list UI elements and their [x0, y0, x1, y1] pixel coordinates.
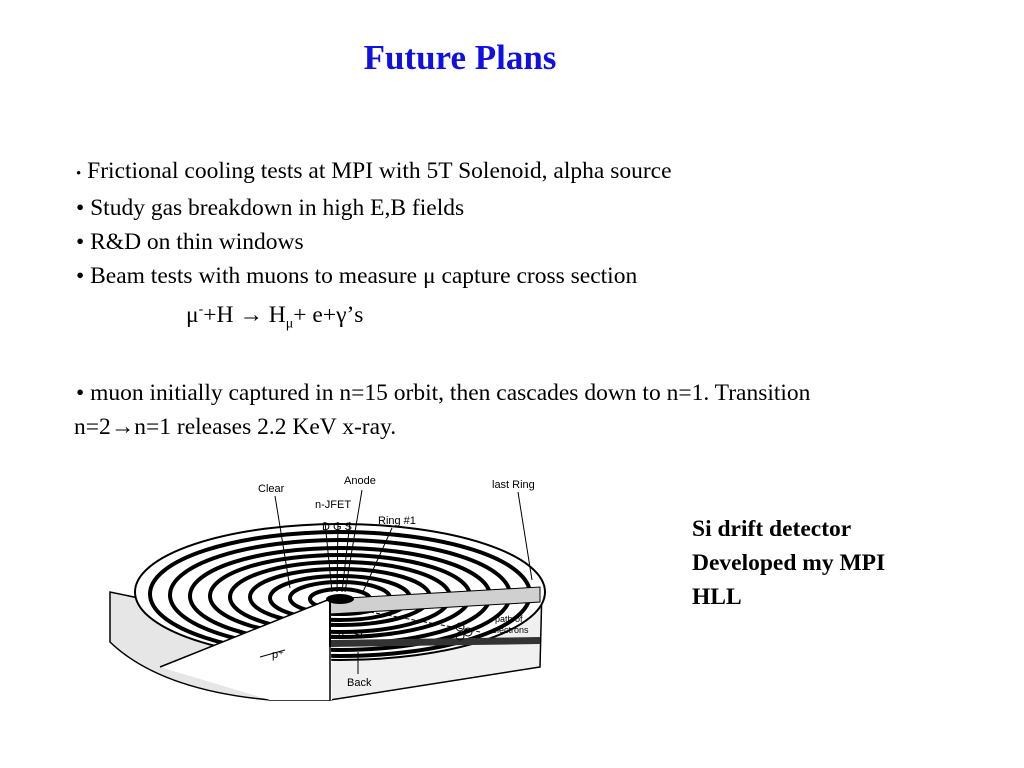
caption-line: Si drift detector — [692, 516, 852, 542]
label-njfet: n-JFET — [315, 499, 352, 511]
bullet-marker: • — [76, 166, 82, 182]
label-last-ring: last Ring — [492, 479, 535, 491]
formula-rest: + e+γ’s — [293, 301, 364, 328]
label-back: Back — [347, 677, 372, 689]
label-ring1: Ring #1 — [378, 515, 416, 527]
formula-mu: μ — [186, 301, 199, 328]
bullet-text: Study gas breakdown in high E,B fields — [90, 195, 465, 221]
bullet-item — [76, 376, 996, 410]
formula-mu-sup: - — [198, 302, 204, 317]
si-drift-detector-diagram — [100, 462, 580, 702]
bullet-text: muon initially captured in n=15 orbit, then cascades down to n=1. Transition — [90, 379, 811, 406]
formula-plus-h: +H — [203, 301, 234, 328]
bullet-text: R&D on thin windows — [90, 229, 304, 255]
formula-h: H — [268, 301, 286, 328]
bullet-item — [76, 225, 996, 259]
caption-line: Developed my MPI — [692, 550, 886, 576]
bullet-list — [76, 154, 996, 444]
figure-caption — [692, 512, 885, 614]
label-dgs: D G S — [322, 521, 352, 533]
bullet-marker: • — [76, 195, 85, 221]
bullet-marker: • — [76, 263, 85, 289]
bullet-item — [76, 191, 996, 225]
bullet-continuation: n=2→n=1 releases 2.2 KeV x-ray. — [74, 413, 397, 440]
label-electrons: electrons — [492, 625, 529, 635]
bullet-item — [76, 154, 996, 191]
label-n-si: n⁻ Si — [338, 629, 363, 641]
formula-arrow: → — [239, 301, 263, 328]
bullet-item — [76, 259, 996, 293]
bullet-marker: • — [76, 229, 85, 255]
bullet-text: Beam tests with muons to measure μ capture cross section — [90, 263, 638, 289]
caption-line: HLL — [692, 584, 742, 610]
capture-formula — [186, 293, 996, 342]
formula-h-sub: μ — [285, 316, 294, 332]
label-anode: Anode — [344, 475, 376, 487]
spacer — [76, 342, 996, 376]
label-clear: Clear — [258, 483, 285, 495]
label-path-of: path of — [495, 614, 523, 624]
label-p-plus: p⁺ — [272, 649, 284, 661]
slide-title: Future Plans — [363, 38, 557, 77]
bullet-text: Frictional cooling tests at MPI with 5T Solenoid, alpha source — [87, 158, 672, 184]
bullet-marker: • — [76, 379, 85, 406]
